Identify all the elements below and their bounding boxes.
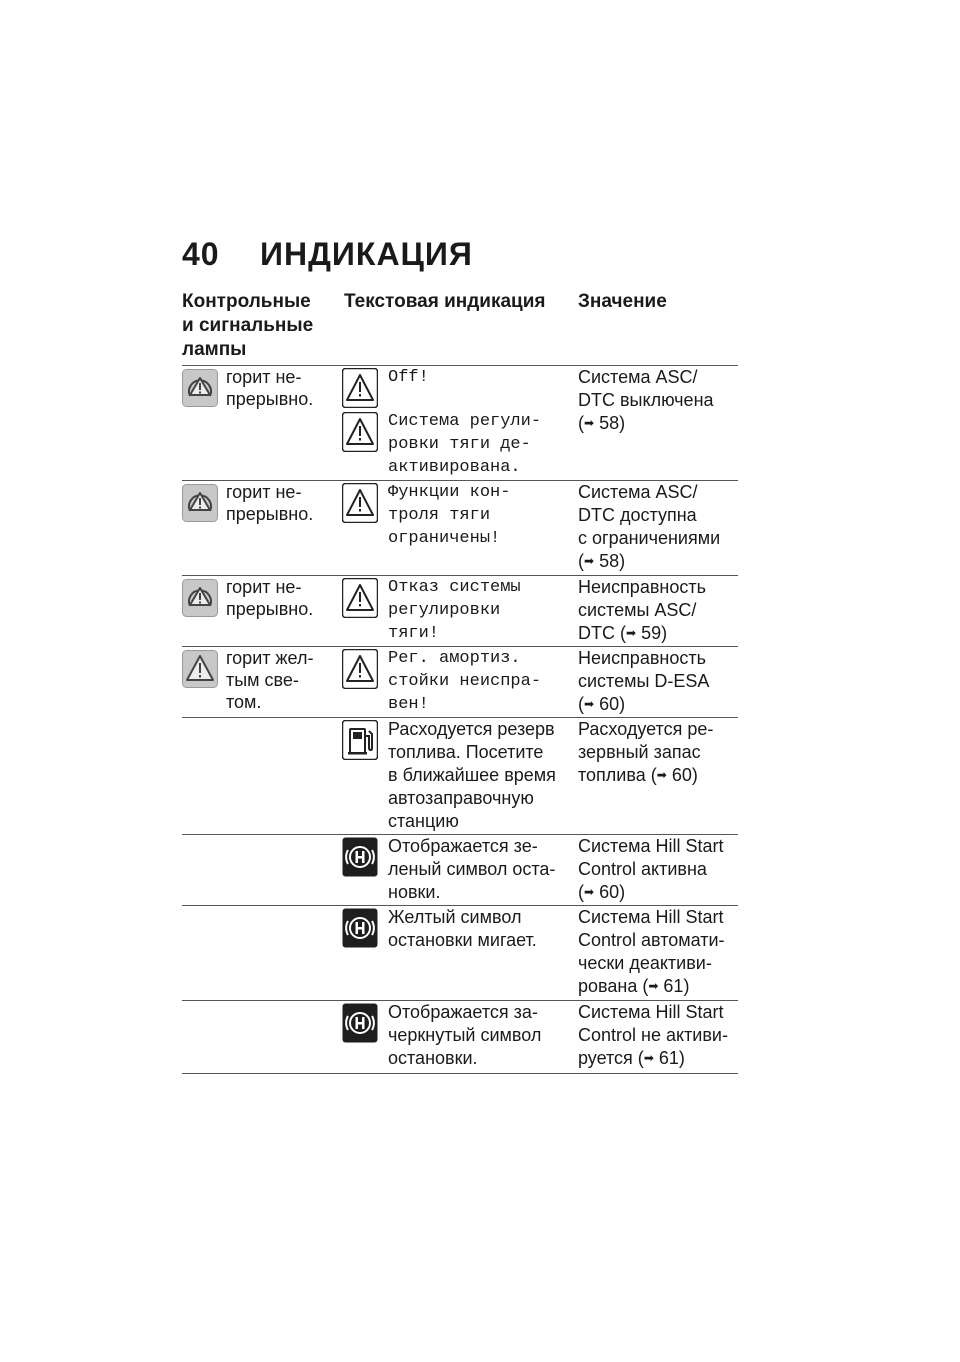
page-title: [182, 236, 473, 273]
display-text: Система регули- ровки тяги де- активирована.: [388, 412, 542, 477]
header-text-display: Текстовая индикация: [344, 291, 546, 312]
meaning: [578, 481, 738, 573]
display-text: Отображается за- черкнутый символ остановки.: [388, 1002, 542, 1068]
table-row: [182, 717, 738, 834]
lamp-state: горит не- прерывно.: [226, 367, 314, 409]
table-row: [182, 905, 738, 1000]
meaning-text: Неисправность системы D-ESA (: [578, 648, 710, 714]
hill-start-hold-icon: [342, 837, 378, 877]
display-text: Рег. амортиз. стойки неиспра- вен!: [388, 649, 542, 714]
indicator-table: [182, 365, 738, 1074]
meaning: [578, 718, 738, 787]
fuel-pump-icon: [342, 720, 378, 760]
page-reference: 60): [671, 765, 698, 785]
table-row: [182, 646, 738, 717]
table-header: [182, 290, 738, 360]
display-text: Функции кон- троля тяги ограничены!: [388, 483, 511, 548]
reference-arrow-icon: ➡: [584, 416, 595, 430]
warning-triangle-icon: [342, 368, 378, 408]
page-reference: 60): [599, 882, 626, 902]
lamp-state: горит жел- тым све- том.: [226, 648, 314, 712]
table-row: [182, 365, 738, 480]
meaning: [578, 366, 738, 435]
reference-arrow-icon: ➡: [584, 885, 595, 899]
warning-triangle-icon: [342, 649, 378, 689]
reference-arrow-icon: ➡: [643, 1051, 654, 1065]
table-row: [182, 575, 738, 646]
hill-start-hold-icon: [342, 1003, 378, 1043]
asc-warning-lamp-icon: [182, 484, 218, 522]
meaning-text: Система ASC/ DTC выключена (: [578, 367, 714, 433]
header-meaning: Значение: [578, 291, 667, 312]
meaning-text: Расходуется ре- зервный запас топлива (: [578, 719, 714, 785]
hill-start-hold-icon: [342, 908, 378, 948]
page-reference: 60): [599, 694, 626, 714]
lamp-state: горит не- прерывно.: [226, 482, 314, 524]
header-lamps: Контрольные и сигнальные лампы: [182, 291, 314, 360]
meaning: [578, 576, 738, 645]
display-text: Расходуется резерв топлива. Посетите в ближайшее время автозаправочную станцию: [388, 719, 556, 831]
meaning-text: Неисправность системы ASC/ DTC (: [578, 577, 706, 643]
reference-arrow-icon: ➡: [584, 554, 595, 568]
display-text: Желтый символ остановки мигает.: [388, 907, 537, 950]
table-row: [182, 1000, 738, 1074]
meaning-text: Система Hill Start Control не активи- руется (: [578, 1002, 728, 1068]
page-reference: 61): [663, 976, 690, 996]
page-reference: 58): [599, 413, 626, 433]
page-reference: 59): [641, 623, 668, 643]
table-row: [182, 480, 738, 575]
lamp-state: горит не- прерывно.: [226, 577, 314, 619]
meaning-text: Система ASC/ DTC доступна с ограничениями (: [578, 482, 721, 571]
meaning: [578, 1001, 738, 1070]
meaning-text: Система Hill Start Control активна (: [578, 836, 724, 902]
page-number: 40: [182, 236, 220, 272]
warning-triangle-icon: [342, 578, 378, 618]
reference-arrow-icon: ➡: [648, 979, 659, 993]
meaning-text: Система Hill Start Control автомати- чески деактиви- рована (: [578, 907, 725, 996]
meaning: [578, 647, 738, 716]
table-row: [182, 834, 738, 905]
meaning: [578, 835, 738, 904]
page-reference: 61): [658, 1048, 685, 1068]
reference-arrow-icon: ➡: [626, 626, 637, 640]
page-reference: 58): [599, 551, 626, 571]
reference-arrow-icon: ➡: [584, 697, 595, 711]
reference-arrow-icon: ➡: [656, 768, 667, 782]
warning-triangle-icon: [342, 483, 378, 523]
display-text: Off!: [388, 368, 429, 387]
meaning: [578, 906, 738, 998]
display-text: Отказ системы регулировки тяги!: [388, 578, 521, 643]
asc-warning-lamp-icon: [182, 579, 218, 617]
display-text: Отображается зе- леный символ оста- новки.: [388, 836, 556, 902]
chapter-title: ИНДИКАЦИЯ: [260, 236, 473, 272]
warning-triangle-icon: [342, 412, 378, 452]
warning-lamp-icon: [182, 650, 218, 688]
